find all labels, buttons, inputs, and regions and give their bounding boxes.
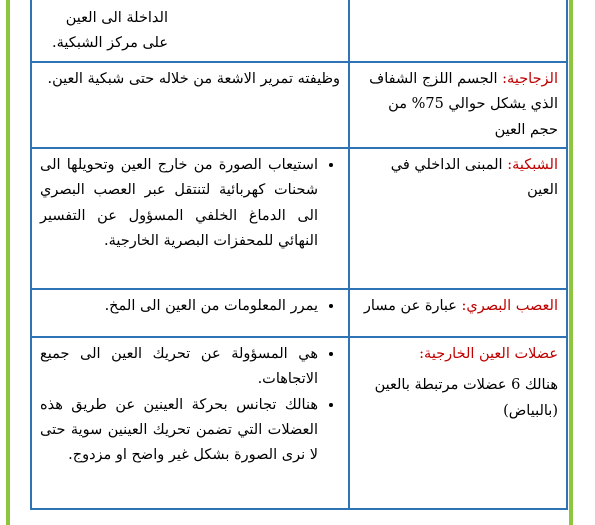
table-row	[31, 62, 567, 148]
term-text: المبنى الداخلي في العين	[390, 156, 558, 199]
description-cell	[31, 148, 349, 289]
term-cell	[349, 289, 567, 337]
term-label: العصب البصري:	[461, 297, 558, 314]
table-row	[31, 0, 567, 62]
bullet-list	[40, 342, 340, 469]
term-cell	[349, 62, 567, 148]
description-cell	[31, 289, 349, 337]
list-item: • استيعاب الصورة من خارج العين وتحويلها الى شحنات كهربائية لتنتقل عبر العصب البصري الى الدماغ الخلفي المسؤول عن التفسير النهائي للمحفزات البصرية الخارجية.	[40, 153, 318, 255]
term-text: هنالك 6 عضلات مرتبطة بالعين (بالبياض)	[374, 377, 558, 419]
bullet-list	[40, 294, 340, 319]
term-cell	[349, 148, 567, 289]
term-cell	[349, 0, 567, 62]
table-row	[31, 148, 567, 289]
term-text: الجسم اللزج الشفاف الذي يشكل حوالي 75% من حجم العين	[369, 70, 558, 138]
list-item: • هي المسؤولة عن تحريك العين الى جميع الاتجاهات.	[40, 342, 318, 393]
eye-parts-table	[30, 0, 568, 510]
term-text: عبارة عن مسار	[363, 297, 457, 314]
term-label: عضلات العين الخارجية:	[419, 345, 558, 362]
description-cell	[31, 0, 349, 62]
term-cell	[349, 337, 567, 509]
description-text: وظيفته تمرير الاشعة من خلاله حتى شبكية العين.	[47, 70, 340, 87]
bullet-list	[40, 153, 340, 255]
page-border-right	[569, 0, 573, 525]
page-border-left	[6, 0, 10, 525]
list-item: • يمرر المعلومات من العين الى المخ.	[40, 294, 318, 319]
term-label: الشبكية:	[507, 156, 558, 173]
term-label: الزجاجية:	[502, 70, 558, 87]
description-cell	[31, 62, 349, 148]
description-text: الداخلة الى العين على مركز الشبكية.	[52, 10, 168, 52]
list-item: • هنالك تجانس بحركة العينين عن طريق هذه العضلات التي تضمن تحريك العينين سوية حتى لا نرى الصورة بشكل غير واضح او مزدوج.	[40, 393, 318, 469]
description-cell	[31, 337, 349, 509]
table-row	[31, 337, 567, 509]
table-row	[31, 289, 567, 337]
